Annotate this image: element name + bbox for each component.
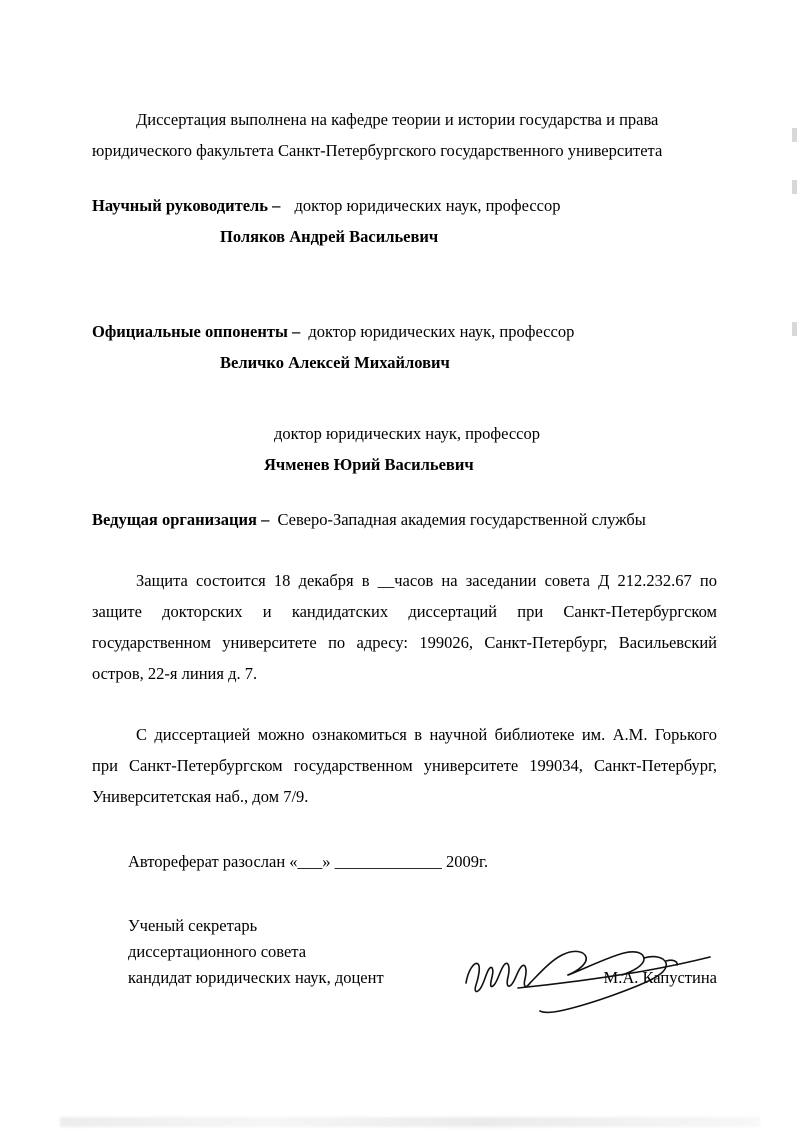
opponent-first-name: Величко Алексей Михайлович (220, 353, 450, 372)
document-body (92, 104, 717, 991)
scan-artifact-lower (792, 322, 797, 336)
library-text: С диссертацией можно ознакомиться в научной библиотеке им. А.М. Горького при Санкт-Петербургском государственном университете 199034, Санкт-Петербург, Университетская наб., дом 7/9. (92, 725, 717, 806)
abstract-sent-line: Автореферат разослан «___» _____________ 2009г. (128, 852, 489, 871)
affiliation-line-2: юридического факультета Санкт-Петербургского государственного университета (92, 141, 663, 160)
lead-organization-row (92, 504, 717, 535)
defense-text: Защита состоится 18 декабря в __часов на заседании совета Д 212.232.67 по защите докторских и кандидатских диссертаций при Санкт-Петербургском государственном университете по адресу: 199026, Санкт-Петербург, Васильевский остров, 22-я линия д. 7. (92, 571, 717, 683)
opponents-label: Официальные оппоненты – (92, 322, 301, 341)
scan-artifact-top (792, 128, 797, 142)
spacer (92, 292, 717, 316)
lead-organization-label: Ведущая организация – (92, 510, 270, 529)
secretary-line-1: Ученый секретарь (128, 916, 258, 935)
opponent-second-name: Ячменев Юрий Васильевич (264, 455, 474, 474)
opponents-row (92, 316, 717, 347)
secretary-line-2: диссертационного совета (128, 942, 307, 961)
opponent-second-degree: доктор юридических наук, профессор (274, 424, 541, 443)
supervisor-label: Научный руководитель – (92, 196, 281, 215)
scan-artifact-mid (792, 180, 797, 194)
opponent-first-degree: доктор юридических наук, профессор (308, 322, 575, 341)
supervisor-row (92, 190, 717, 221)
spacer (92, 166, 717, 190)
library-block (92, 719, 717, 812)
lead-organization-value: Северо-Западная академия государственной службы (277, 510, 646, 529)
spacer (92, 480, 717, 504)
supervisor-name: Поляков Андрей Васильевич (220, 227, 439, 246)
scan-artifact-bottom (60, 1117, 760, 1127)
secretary-block (92, 913, 717, 991)
spacer (92, 252, 717, 292)
signer-name: М.А. Капустина (603, 968, 717, 987)
affiliation-line-1: Диссертация выполнена на кафедре теории и истории государства и права (136, 110, 659, 129)
secretary-line-3: кандидат юридических наук, доцент (128, 968, 384, 987)
supervisor-degree: доктор юридических наук, профессор (294, 196, 561, 215)
defense-block (92, 565, 717, 689)
secretary-signature-row (128, 965, 717, 991)
spacer (92, 378, 717, 418)
